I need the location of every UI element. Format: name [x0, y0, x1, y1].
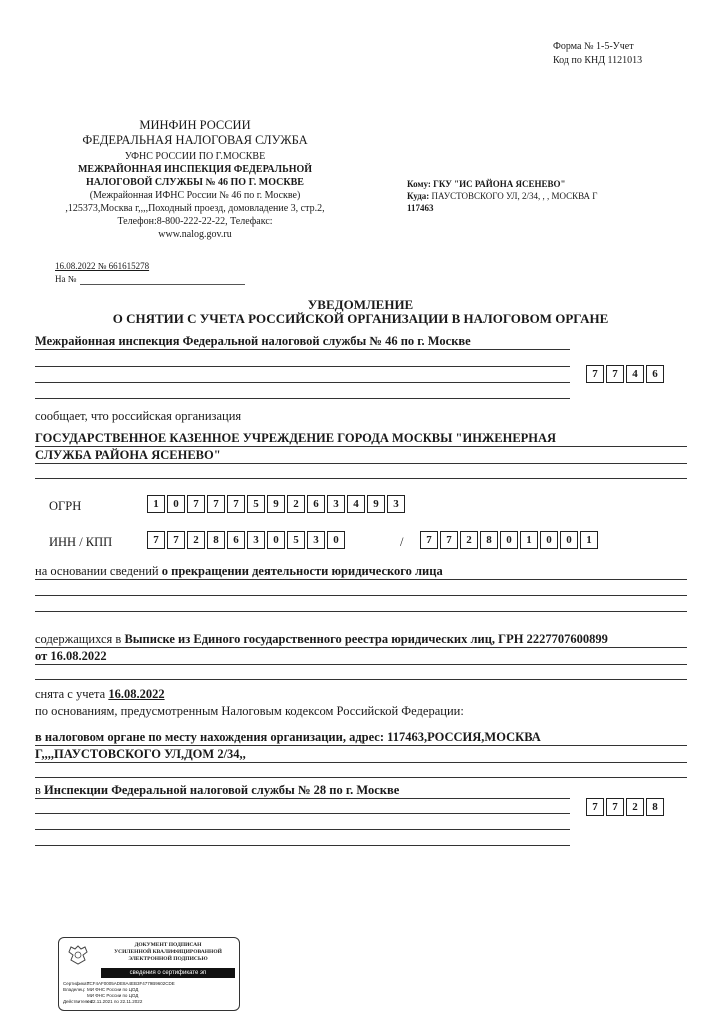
inn-digit: 0 [327, 531, 345, 549]
authority-code-digit: 7 [586, 365, 604, 383]
basis-line [35, 564, 443, 579]
ogrn-digit: 1 [147, 495, 165, 513]
ogrn-digit: 9 [267, 495, 285, 513]
authority-name: Межрайонная инспекция Федеральной налоговой службы № 46 по г. Москве [35, 334, 471, 348]
ogrn-digit: 3 [327, 495, 345, 513]
where-value: ПАУСТОВСКОГО УЛ, 2/34, , , МОСКВА Г [431, 191, 598, 201]
extract-value-1: Выписке из Единого государственного реестра юридических лиц, ГРН 2227707600899 [124, 632, 608, 646]
issuer-website: www.nalog.gov.ru [158, 229, 232, 240]
signature-row-value: 7CF4AF0005ADE8A4EB3F4779B9602CDE [87, 981, 175, 986]
signature-row-key: Сертификат: [63, 981, 90, 986]
signature-title-1: ДОКУМЕНТ ПОДПИСАН [134, 942, 202, 948]
ogrn-digit: 5 [247, 495, 265, 513]
inn-digit: 7 [167, 531, 185, 549]
inspection-name: Инспекции Федеральной налоговой службы № 28 по г. Москве [44, 783, 400, 797]
extract-prefix: содержащихся в [35, 632, 122, 646]
inn-kpp-separator: / [400, 535, 404, 549]
title-line-1: УВЕДОМЛЕНИЕ [307, 297, 414, 312]
inspection-code-digit: 7 [586, 798, 604, 816]
where-label: Куда: [407, 191, 430, 201]
authority-code-digit: 4 [626, 365, 644, 383]
grounds-text: по основаниям, предусмотренным Налоговым кодексом Российской Федерации: [35, 704, 464, 718]
form-number: Форма № 1-5-Учет [553, 41, 634, 52]
kpp-cells [420, 531, 600, 549]
recipient-zip: 117463 [407, 203, 434, 213]
kpp-digit: 7 [440, 531, 458, 549]
removed-date: 16.08.2022 [108, 687, 165, 701]
inn-cells [147, 531, 347, 549]
inspection-line [35, 783, 399, 798]
extract-line-1 [35, 632, 608, 647]
signature-title-3: ЭЛЕКТРОННОЙ ПОДПИСЬЮ [128, 956, 208, 962]
removed-prefix: снята с учета [35, 687, 106, 701]
ogrn-digit: 9 [367, 495, 385, 513]
signature-title-2: УСИЛЕННОЙ КВАЛИФИЦИРОВАННОЙ [114, 949, 222, 955]
ogrn-digit: 7 [207, 495, 225, 513]
basis-value: о прекращении деятельности юридического лица [161, 564, 443, 578]
recipient-block [407, 178, 707, 214]
to-label: Кому: [407, 179, 431, 189]
kpp-digit: 7 [420, 531, 438, 549]
ogrn-digit: 6 [307, 495, 325, 513]
signature-title [101, 942, 235, 963]
location-line-1: в налоговом органе по месту нахождения организации, адрес: 117463,РОССИЯ,МОСКВА [35, 730, 541, 744]
ogrn-digit: 0 [167, 495, 185, 513]
basis-prefix: на основании сведений [35, 564, 159, 578]
signature-row-value: с 22.11.2021 по 22.11.2022 [87, 999, 143, 1004]
signature-details [63, 981, 235, 1005]
coat-of-arms-icon [65, 944, 91, 966]
authority-code-digit: 7 [606, 365, 624, 383]
to-value: ГКУ "ИС РАЙОНА ЯСЕНЕВО" [433, 179, 566, 189]
kpp-digit: 1 [580, 531, 598, 549]
authority-code [586, 365, 666, 383]
kpp-digit: 8 [480, 531, 498, 549]
inn-digit: 0 [267, 531, 285, 549]
ogrn-digit: 4 [347, 495, 365, 513]
signature-row-key: Действителен: [63, 999, 94, 1004]
inn-digit: 3 [247, 531, 265, 549]
inn-kpp-label: ИНН / КПП [49, 535, 113, 549]
location-line-2: Г,,,,ПАУСТОВСКОГО УЛ,ДОМ 2/34,, [35, 747, 246, 761]
kpp-digit: 0 [560, 531, 578, 549]
issuer-regional: УФНС РОССИИ ПО Г.МОСКВЕ [124, 151, 266, 162]
inspection-code-digit: 8 [646, 798, 664, 816]
issuer-block [45, 118, 345, 241]
issuer-short-name: (Межрайонная ИФНС России № 46 по г. Москве) [89, 190, 301, 201]
signature-row [63, 999, 235, 1005]
inspection-prefix: в [35, 783, 41, 797]
doc-date-number: 16.08.2022 № 661615278 [55, 261, 150, 271]
signature-row-value: МИ ФНС России по ЦОД [87, 987, 139, 992]
knd-code: Код по КНД 1121013 [553, 55, 643, 66]
issuer-address: ,125373,Москва г,,,,Походный проезд, домовладение 3, стр.2, [65, 203, 325, 214]
ogrn-cells [147, 495, 407, 513]
inn-digit: 8 [207, 531, 225, 549]
kpp-digit: 0 [540, 531, 558, 549]
ogrn-digit: 7 [187, 495, 205, 513]
issuer-inspection-1: МЕЖРАЙОННАЯ ИНСПЕКЦИЯ ФЕДЕРАЛЬНОЙ [77, 164, 313, 175]
electronic-signature-stamp [58, 937, 240, 1011]
issuer-phone: Телефон:8-800-222-22-22, Телефакс: [117, 216, 273, 227]
signature-row-value: МИ ФНС России по ЦОД [87, 993, 139, 998]
issuer-service: ФЕДЕРАЛЬНАЯ НАЛОГОВАЯ СЛУЖБА [82, 133, 308, 147]
inspection-code-digit: 7 [606, 798, 624, 816]
inn-digit: 3 [307, 531, 325, 549]
inn-digit: 5 [287, 531, 305, 549]
extract-value-2: от 16.08.2022 [35, 649, 107, 663]
inspection-code-digit: 2 [626, 798, 644, 816]
ogrn-digit: 7 [227, 495, 245, 513]
inspection-code [586, 798, 666, 816]
issuer-ministry: МИНФИН РОССИИ [139, 118, 251, 132]
na-label: На № [55, 274, 77, 284]
authority-code-digit: 6 [646, 365, 664, 383]
reports-text: сообщает, что российская организация [35, 409, 242, 423]
inn-digit: 6 [227, 531, 245, 549]
kpp-digit: 0 [500, 531, 518, 549]
ogrn-label: ОГРН [49, 499, 82, 513]
removed-line [35, 687, 165, 702]
kpp-digit: 1 [520, 531, 538, 549]
org-name-2: СЛУЖБА РАЙОНА ЯСЕНЕВО" [35, 448, 221, 462]
inn-digit: 2 [187, 531, 205, 549]
issuer-inspection-2: НАЛОГОВОЙ СЛУЖБЫ № 46 ПО Г. МОСКВЕ [86, 177, 304, 188]
org-name-1: ГОСУДАРСТВЕННОЕ КАЗЕННОЕ УЧРЕЖДЕНИЕ ГОРОДА МОСКВЫ "ИНЖЕНЕРНАЯ [35, 431, 557, 445]
ogrn-digit: 3 [387, 495, 405, 513]
title-line-2: О СНЯТИИ С УЧЕТА РОССИЙСКОЙ ОРГАНИЗАЦИИ В НАЛОГОВОМ ОРГАНЕ [112, 311, 609, 326]
kpp-digit: 2 [460, 531, 478, 549]
ogrn-digit: 2 [287, 495, 305, 513]
signature-band: сведения о сертификате эп [101, 968, 235, 978]
inn-digit: 7 [147, 531, 165, 549]
signature-row-key: Владелец: [63, 987, 86, 992]
